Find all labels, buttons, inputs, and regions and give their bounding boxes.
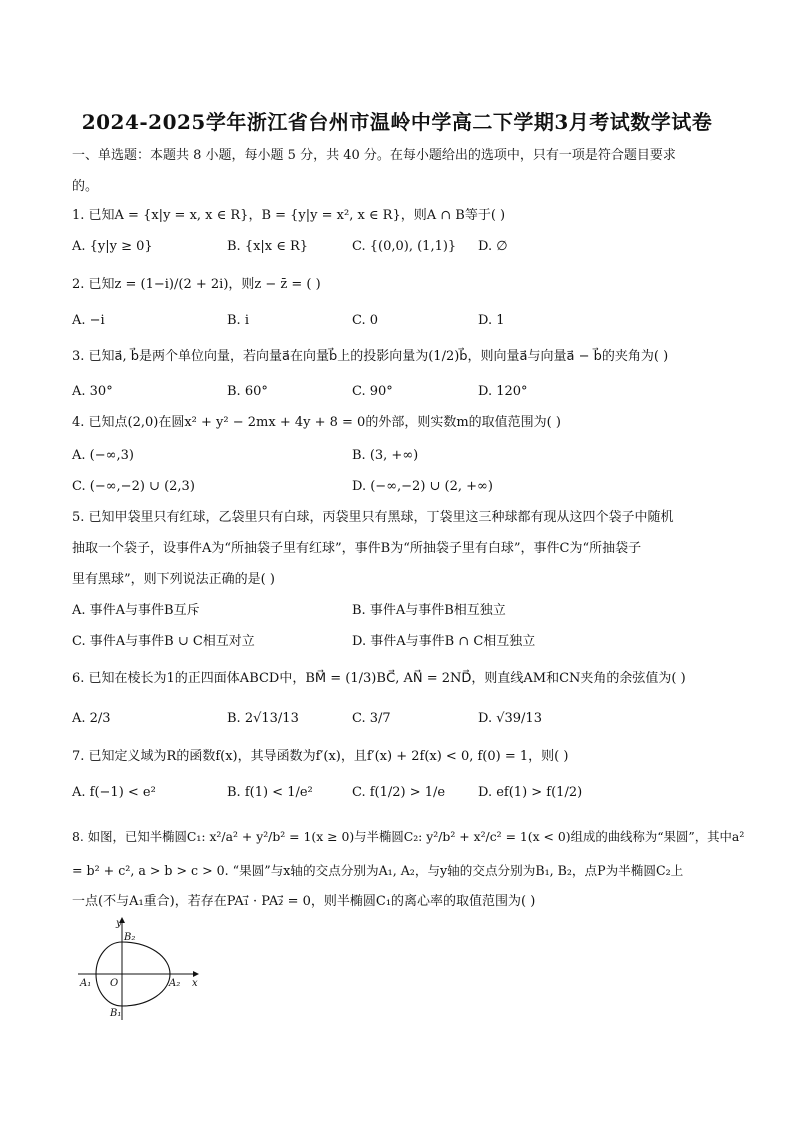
x-axis-label: x xyxy=(192,978,198,989)
a1-label: A₁ xyxy=(80,978,92,989)
q7-option-d: D. ef(1) > f(1/2) xyxy=(478,785,583,800)
q6-option-a: A. 2/3 xyxy=(72,711,111,726)
q3-option-b: B. 60° xyxy=(227,384,268,399)
q4-option-d: D. (−∞,−2) ∪ (2, +∞) xyxy=(352,479,493,494)
q3-option-c: C. 90° xyxy=(352,384,393,399)
q6-option-b: B. 2√13/13 xyxy=(227,711,299,726)
q2-option-c: C. 0 xyxy=(352,313,379,328)
question-8-stem-line-1: 8. 如图，已知半椭圆C₁: x²/a² + y²/b² = 1(x ≥ 0)与半椭圆C₂: y²/b² + x²/c² = 1(x < 0)组成的曲线称为“果圆”，其中a² xyxy=(72,829,745,844)
q2-option-a: A. −i xyxy=(72,313,105,328)
section-heading-cont: 的。 xyxy=(72,179,99,194)
question-6-stem: 6. 已知在棱长为1的正四面体ABCD中，BM⃗ = (1/3)BC⃗, AN⃗ = 2ND⃗，则直线AM和CN夹角的余弦值为( ) xyxy=(72,671,686,686)
q7-option-c: C. f(1/2) > 1/e xyxy=(352,785,446,800)
question-7-stem: 7. 已知定义域为R的函数f(x)，其导函数为f′(x)，且f′(x) + 2f(x) < 0, f(0) = 1，则( ) xyxy=(72,749,569,764)
q1-option-c: C. {(0,0), (1,1)} xyxy=(352,239,457,254)
question-8-stem-line-2: = b² + c², a > b > c > 0. “果圆”与x轴的交点分别为A₁, A₂，与y轴的交点分别为B₁, B₂，点P为半椭圆C₂上 xyxy=(72,863,684,878)
exam-title: 2024-2025学年浙江省台州市温岭中学高二下学期3月考试数学试卷 xyxy=(81,110,713,134)
y-axis-label: y xyxy=(116,918,122,929)
q5-option-b: B. 事件A与事件B相互独立 xyxy=(352,603,506,618)
b1-label: B₁ xyxy=(110,1008,122,1019)
q2-option-b: B. i xyxy=(227,313,249,328)
q4-option-c: C. (−∞,−2) ∪ (2,3) xyxy=(72,479,195,494)
q4-option-a: A. (−∞,3) xyxy=(72,448,134,463)
q6-option-d: D. √39/13 xyxy=(478,711,542,726)
question-1-stem: 1. 已知A = {x|y = x, x ∈ R}，B = {y|y = x², x ∈ R}，则A ∩ B等于( ) xyxy=(72,208,506,223)
q7-option-a: A. f(−1) < e² xyxy=(72,785,156,800)
question-5-stem-line-3: 里有黑球”，则下列说法正确的是( ) xyxy=(72,572,275,587)
q4-option-b: B. (3, +∞) xyxy=(352,448,419,463)
fruit-circle-figure xyxy=(74,912,206,1024)
q1-option-d: D. ∅ xyxy=(478,239,508,254)
a2-label: A₂ xyxy=(169,978,181,989)
q7-option-b: B. f(1) < 1/e² xyxy=(227,785,313,800)
question-2-stem: 2. 已知z = (1−i)/(2 + 2i)，则z − z̄ = ( ) xyxy=(72,277,321,292)
question-4-stem: 4. 已知点(2,0)在圆x² + y² − 2mx + 4y + 8 = 0的外部，则实数m的取值范围为( ) xyxy=(72,415,561,430)
origin-label: O xyxy=(110,978,119,989)
b2-label: B₂ xyxy=(124,932,136,943)
question-3-stem: 3. 已知a⃗, b⃗是两个单位向量，若向量a⃗在向量b⃗上的投影向量为(1/2)b⃗，则向量a⃗与向量a⃗ − b⃗的夹角为( ) xyxy=(72,349,669,364)
q3-option-a: A. 30° xyxy=(72,384,113,399)
q1-option-b: B. {x|x ∈ R} xyxy=(227,239,309,254)
q5-option-d: D. 事件A与事件B ∩ C相互独立 xyxy=(352,634,536,649)
q1-option-a: A. {y|y ≥ 0} xyxy=(72,239,153,254)
q6-option-c: C. 3/7 xyxy=(352,711,391,726)
question-8-stem-line-3: 一点(不与A₁重合)，若存在PA₁⃗ · PA₂⃗ = 0，则半椭圆C₁的离心率的取值范围为( ) xyxy=(72,894,536,909)
section-heading: 一、单选题：本题共 8 小题，每小题 5 分，共 40 分。在每小题给出的选项中，只有一项是符合题目要求 xyxy=(72,148,676,163)
q5-option-a: A. 事件A与事件B互斥 xyxy=(72,603,200,618)
question-5-stem-line-2: 抽取一个袋子，设事件A为“所抽袋子里有红球”，事件B为“所抽袋子里有白球”，事件C为“所抽袋子 xyxy=(72,541,642,556)
q5-option-c: C. 事件A与事件B ∪ C相互对立 xyxy=(72,634,255,649)
q2-option-d: D. 1 xyxy=(478,313,505,328)
question-5-stem-line-1: 5. 已知甲袋里只有红球，乙袋里只有白球，丙袋里只有黑球，丁袋里这三种球都有现从这四个袋子中随机 xyxy=(72,510,674,525)
q3-option-d: D. 120° xyxy=(478,384,528,399)
